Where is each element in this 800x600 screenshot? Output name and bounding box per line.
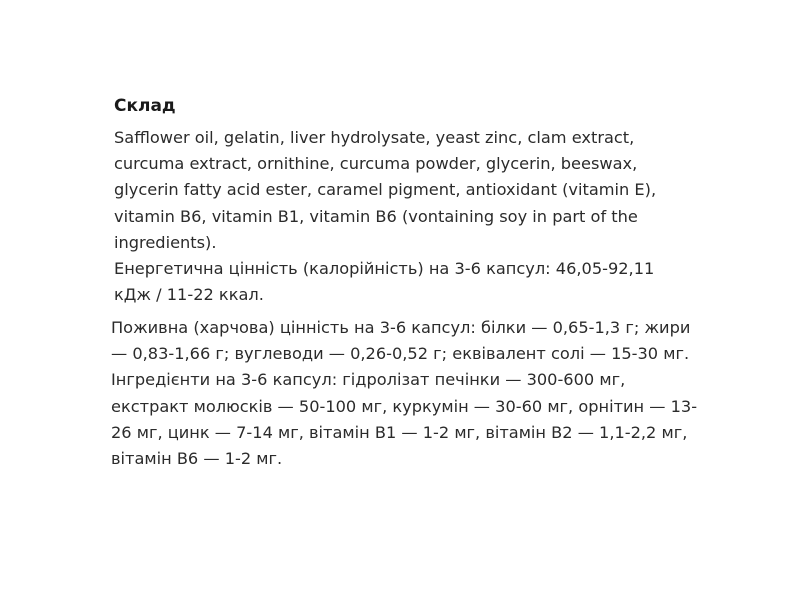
composition-block-secondary [111,315,701,472]
energy-value-paragraph: Енергетична цінність (калорійність) на 3-6 капсул: 46,05-92,11 кДж / 11-22 ккал. [114,259,655,305]
section-heading: Склад [114,96,176,116]
ingredients-english-paragraph: Safflower oil, gelatin, liver hydrolysate, yeast zinc, clam extract, curcuma extract, ornithine, curcuma powder, glycerin, beeswax, glycerin fatty acid ester, caramel pigment, antioxidant (vitamin E), vitamin B6, vitamin B1, vitamin B6 (vontaining soy in part of the ingredients). [114,128,657,252]
ingredients-ukrainian-paragraph: Інгредієнти на 3-6 капсул: гідролізат печінки — 300-600 мг, екстракт молюсків — 50-100 мг, куркумін — 30-60 мг, орнітин — 13-26 мг, цинк — 7-14 мг, вітамін B1 — 1-2 мг, вітамін B2 — 1,1-2,2 мг, вітамін B6 — 1-2 мг. [111,370,698,469]
nutrition-value-paragraph: Поживна (харчова) цінність на 3-6 капсул: білки — 0,65-1,3 г; жири — 0,83-1,66 г; вуглеводи — 0,26-0,52 г; еквівалент солі — 15-30 мг. [111,318,691,364]
composition-block-primary [114,125,694,308]
